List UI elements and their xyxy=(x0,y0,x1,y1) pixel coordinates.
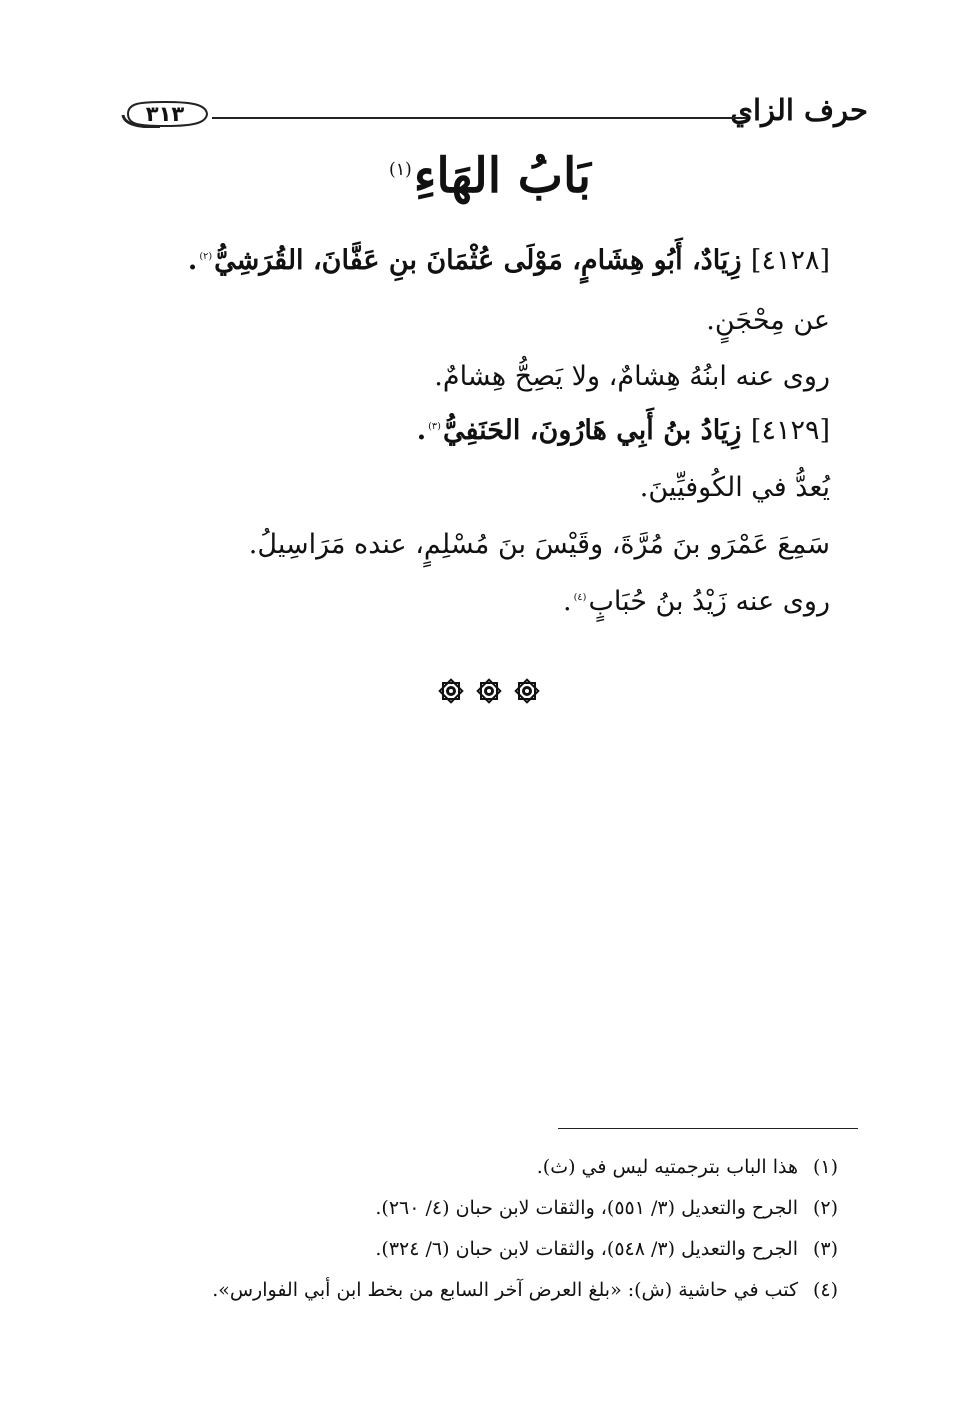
footnote-number: (٣) xyxy=(812,1238,838,1260)
entry-text-line: عن مِحْجَنٍ. xyxy=(706,305,830,336)
footnote xyxy=(138,1196,838,1221)
footnote-text: الجرح والتعديل (٣/ ٥٥١)، والثقات لابن حبان (٤/ ٢٦٠). xyxy=(375,1197,798,1219)
running-header-title: حرف الزاي xyxy=(730,93,868,127)
footnote-number: (١) xyxy=(812,1156,838,1178)
footnote-text: هذا الباب بترجمتيه ليس في (ث). xyxy=(536,1156,798,1178)
entry-text-line: يُعدُّ في الكُوفيِّينَ. xyxy=(639,472,830,503)
star-flower-ornament-icon xyxy=(474,676,504,706)
entry-end-dot: . xyxy=(416,415,427,446)
footnote-ref: (٢) xyxy=(199,251,213,262)
footnote-divider xyxy=(558,1128,858,1129)
entry-text: روى عنه زَيْدُ بنُ حُبَابٍ xyxy=(588,586,830,617)
footnote-text: الجرح والتعديل (٣/ ٥٤٨)، والثقات لابن حبان (٦/ ٣٢٤). xyxy=(375,1238,798,1260)
page-number-badge xyxy=(120,100,210,128)
entry-heading xyxy=(130,244,830,278)
entry-text-line xyxy=(130,585,830,619)
footnote xyxy=(138,1278,838,1303)
star-flower-ornament-icon xyxy=(436,676,466,706)
entry-text-line: سَمِعَ عَمْرَو بنَ مُرَّةَ، وقَيْسَ بنَ مُسْلِمٍ، عنده مَرَاسِيلُ. xyxy=(248,529,830,560)
footnote-text: كتب في حاشية (ش): «بلغ العرض آخر السابع من بخط ابن أبي الفوارس». xyxy=(212,1279,798,1301)
footnote-ref: (١) xyxy=(389,160,412,180)
entry-name: زِيَادٌ، أَبُو هِشَامٍ، مَوْلَى عُثْمَانَ بنِ عَفَّانَ، القُرَشِيُّ xyxy=(214,245,742,276)
footnote-number: (٤) xyxy=(812,1279,838,1301)
entry-number: [٤١٢٨] xyxy=(750,245,830,276)
chapter-title: بَابُ الهَاءِ xyxy=(413,148,591,204)
entry-heading xyxy=(130,414,830,448)
section-ornament xyxy=(0,676,978,706)
footnote xyxy=(138,1155,838,1180)
entry-name: زِيَادُ بنُ أَبِي هَارُونَ، الحَنَفِيُّ xyxy=(442,415,742,446)
entry-end-dot: . xyxy=(563,586,572,617)
header-divider xyxy=(212,117,747,119)
entry-text-line: روى عنه ابنُهُ هِشامٌ، ولا يَصِحُّ هِشامٌ. xyxy=(434,361,830,392)
footnote xyxy=(138,1237,838,1262)
footnote-number: (٢) xyxy=(812,1197,838,1219)
entry-number: [٤١٢٩] xyxy=(750,415,830,446)
footnote-ref: (٤) xyxy=(573,592,587,603)
footnote-ref: (٣) xyxy=(428,421,441,432)
star-flower-ornament-icon xyxy=(512,676,542,706)
entry-end-dot: . xyxy=(187,245,198,276)
chapter-heading xyxy=(0,148,978,206)
page-number: ٣١٣ xyxy=(145,102,185,126)
